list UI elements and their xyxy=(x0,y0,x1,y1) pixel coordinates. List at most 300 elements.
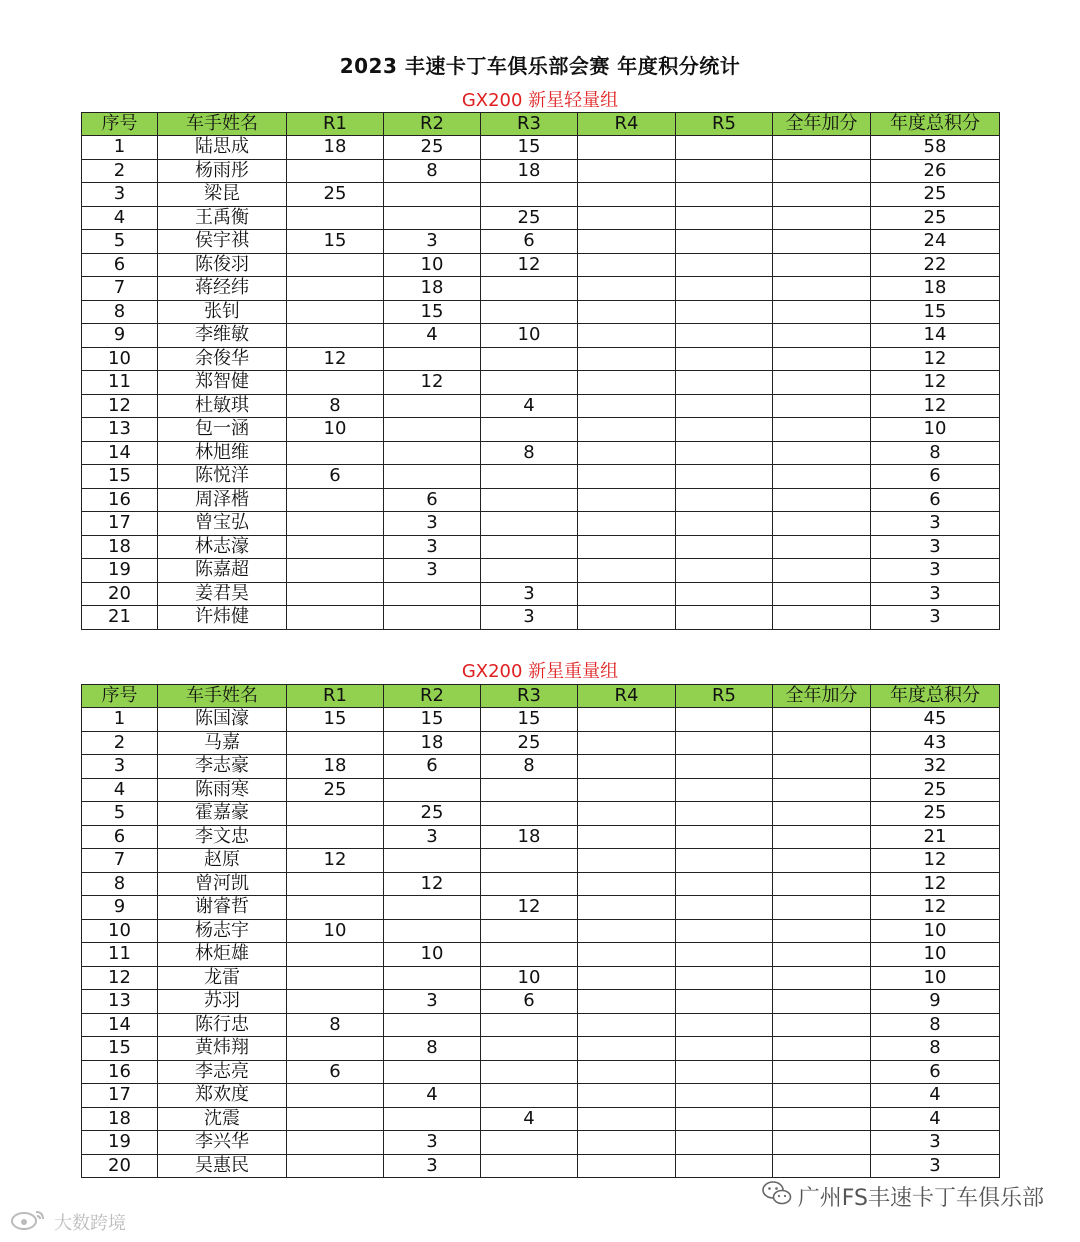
column-header: R1 xyxy=(287,685,384,708)
watermark-left xyxy=(10,1208,126,1235)
table-cell xyxy=(578,755,676,779)
table-cell: 3 xyxy=(384,825,481,849)
table-cell xyxy=(384,347,481,371)
page-title: 2023 丰速卡丁车俱乐部会赛 年度积分统计 xyxy=(339,54,741,78)
table-cell xyxy=(773,1107,871,1131)
table-cell: 6 xyxy=(82,825,158,849)
column-header: R4 xyxy=(578,685,676,708)
table-cell xyxy=(676,465,773,489)
table-cell: 陆思成 xyxy=(158,136,287,160)
table-cell xyxy=(773,966,871,990)
table-cell: 8 xyxy=(287,1013,384,1037)
table-cell xyxy=(481,919,578,943)
table-cell xyxy=(773,1084,871,1108)
table-cell xyxy=(481,277,578,301)
table-cell xyxy=(481,300,578,324)
table-cell xyxy=(773,802,871,826)
table-cell xyxy=(773,708,871,732)
table-row xyxy=(82,277,1000,301)
table-cell xyxy=(578,394,676,418)
table-cell xyxy=(287,582,384,606)
table-cell xyxy=(773,872,871,896)
table-cell: 3 xyxy=(82,183,158,207)
table-cell: 43 xyxy=(871,731,1000,755)
table-cell xyxy=(578,512,676,536)
table-row xyxy=(82,606,1000,630)
table-cell xyxy=(287,159,384,183)
table-cell xyxy=(384,206,481,230)
table-cell: 15 xyxy=(82,1037,158,1061)
table-cell xyxy=(578,802,676,826)
table-cell: 3 xyxy=(871,535,1000,559)
table-cell xyxy=(287,1107,384,1131)
table-cell xyxy=(773,1154,871,1178)
table-cell: 曾河凯 xyxy=(158,872,287,896)
table-cell: 4 xyxy=(82,778,158,802)
table-cell: 8 xyxy=(82,300,158,324)
table-cell xyxy=(578,418,676,442)
table-cell: 25 xyxy=(871,206,1000,230)
table-cell xyxy=(676,849,773,873)
table-row xyxy=(82,872,1000,896)
table-cell xyxy=(676,159,773,183)
table-cell: 12 xyxy=(481,253,578,277)
table-cell xyxy=(773,183,871,207)
table-cell: 李志豪 xyxy=(158,755,287,779)
table-cell xyxy=(578,159,676,183)
table-cell: 杨雨彤 xyxy=(158,159,287,183)
table-cell: 4 xyxy=(82,206,158,230)
table-cell: 32 xyxy=(871,755,1000,779)
column-header: R5 xyxy=(676,685,773,708)
table-cell: 12 xyxy=(871,872,1000,896)
table-cell xyxy=(773,778,871,802)
column-header: 序号 xyxy=(82,113,158,136)
table-cell xyxy=(287,324,384,348)
table-cell: 8 xyxy=(871,1013,1000,1037)
table-row xyxy=(82,159,1000,183)
table-cell: 6 xyxy=(384,755,481,779)
table-cell xyxy=(481,778,578,802)
table-cell: 9 xyxy=(82,324,158,348)
table-row xyxy=(82,465,1000,489)
table-cell xyxy=(773,512,871,536)
column-header: R3 xyxy=(481,685,578,708)
table-cell: 包一涵 xyxy=(158,418,287,442)
table-cell: 25 xyxy=(384,802,481,826)
table-cell: 8 xyxy=(871,441,1000,465)
table-cell xyxy=(773,535,871,559)
table-cell: 4 xyxy=(481,1107,578,1131)
table-cell: 25 xyxy=(871,778,1000,802)
watermark-right xyxy=(762,1180,1044,1212)
table-cell xyxy=(773,300,871,324)
table-cell xyxy=(481,802,578,826)
table-cell: 7 xyxy=(82,849,158,873)
watermark-left-text: 大数跨境 xyxy=(54,1212,126,1234)
table-cell: 周泽楷 xyxy=(158,488,287,512)
table-cell: 3 xyxy=(384,230,481,254)
table-cell: 陈俊羽 xyxy=(158,253,287,277)
group-title-light: GX200 新星轻量组 xyxy=(461,90,619,111)
table-cell: 12 xyxy=(871,394,1000,418)
table-cell: 26 xyxy=(871,159,1000,183)
table-row xyxy=(82,535,1000,559)
table-cell xyxy=(578,990,676,1014)
table-cell xyxy=(773,418,871,442)
table-cell xyxy=(384,896,481,920)
table-row xyxy=(82,347,1000,371)
table-cell xyxy=(578,441,676,465)
table-cell xyxy=(676,183,773,207)
table-cell xyxy=(481,347,578,371)
table-cell: 25 xyxy=(287,183,384,207)
table-cell xyxy=(287,206,384,230)
table-cell: 10 xyxy=(287,919,384,943)
table-cell xyxy=(676,136,773,160)
table-cell: 郑智健 xyxy=(158,371,287,395)
table-cell: 10 xyxy=(82,919,158,943)
table-cell xyxy=(384,1107,481,1131)
table-header-row xyxy=(82,113,1000,136)
column-header: R2 xyxy=(384,685,481,708)
table-cell: 21 xyxy=(871,825,1000,849)
table-cell xyxy=(287,872,384,896)
table-cell: 曾宝弘 xyxy=(158,512,287,536)
table-cell: 黄炜翔 xyxy=(158,1037,287,1061)
table-cell: 1 xyxy=(82,708,158,732)
table-cell: 12 xyxy=(871,371,1000,395)
table-cell xyxy=(676,488,773,512)
table-cell xyxy=(481,872,578,896)
table-cell xyxy=(578,300,676,324)
table-cell xyxy=(773,488,871,512)
column-header: R1 xyxy=(287,113,384,136)
table-cell: 15 xyxy=(384,300,481,324)
table-row xyxy=(82,559,1000,583)
table-cell: 13 xyxy=(82,418,158,442)
table-cell xyxy=(384,418,481,442)
table-cell: 3 xyxy=(481,606,578,630)
table-cell xyxy=(578,230,676,254)
table-cell xyxy=(773,849,871,873)
table-cell: 李兴华 xyxy=(158,1131,287,1155)
table-cell xyxy=(578,1154,676,1178)
table-cell xyxy=(773,731,871,755)
watermark-right-text: 广州FS丰速卡丁车俱乐部 xyxy=(797,1185,1044,1211)
table-cell: 14 xyxy=(82,441,158,465)
table-cell xyxy=(384,849,481,873)
table-cell xyxy=(384,394,481,418)
table-cell xyxy=(773,896,871,920)
table-cell xyxy=(676,300,773,324)
table-cell xyxy=(578,1060,676,1084)
table-cell: 21 xyxy=(82,606,158,630)
table-cell: 18 xyxy=(481,159,578,183)
table-cell xyxy=(578,559,676,583)
table-row xyxy=(82,1107,1000,1131)
table-cell: 10 xyxy=(384,253,481,277)
table-cell xyxy=(578,872,676,896)
table-cell xyxy=(481,418,578,442)
table-cell xyxy=(676,755,773,779)
table-cell xyxy=(773,253,871,277)
table-cell xyxy=(773,1060,871,1084)
table-row xyxy=(82,849,1000,873)
table-cell: 8 xyxy=(871,1037,1000,1061)
table-cell: 11 xyxy=(82,943,158,967)
table-cell: 12 xyxy=(384,371,481,395)
table-cell: 14 xyxy=(82,1013,158,1037)
table-cell: 25 xyxy=(384,136,481,160)
column-header: 车手姓名 xyxy=(158,685,287,708)
table-cell xyxy=(676,1037,773,1061)
table-row xyxy=(82,966,1000,990)
table-cell: 25 xyxy=(871,183,1000,207)
table-cell: 9 xyxy=(82,896,158,920)
table-cell: 18 xyxy=(481,825,578,849)
column-header: 序号 xyxy=(82,685,158,708)
table-cell xyxy=(676,394,773,418)
table-cell xyxy=(676,802,773,826)
table-cell xyxy=(578,1037,676,1061)
table-row xyxy=(82,512,1000,536)
table-cell: 林志濠 xyxy=(158,535,287,559)
table-cell xyxy=(676,1084,773,1108)
table-cell xyxy=(578,896,676,920)
table-cell xyxy=(676,535,773,559)
table-cell xyxy=(676,347,773,371)
table-cell xyxy=(287,1037,384,1061)
table-cell xyxy=(676,896,773,920)
table-cell xyxy=(773,825,871,849)
table-cell xyxy=(676,230,773,254)
table-cell: 25 xyxy=(871,802,1000,826)
table-cell: 5 xyxy=(82,230,158,254)
table-cell: 余俊华 xyxy=(158,347,287,371)
column-header: 车手姓名 xyxy=(158,113,287,136)
table-cell: 林旭维 xyxy=(158,441,287,465)
table-cell xyxy=(481,371,578,395)
column-header: R2 xyxy=(384,113,481,136)
table-cell: 14 xyxy=(871,324,1000,348)
table-cell xyxy=(676,731,773,755)
table-cell: 15 xyxy=(871,300,1000,324)
table-cell xyxy=(578,849,676,873)
table-cell xyxy=(287,371,384,395)
table-cell xyxy=(578,347,676,371)
table-cell: 3 xyxy=(481,582,578,606)
table-row xyxy=(82,1131,1000,1155)
table-cell: 15 xyxy=(287,708,384,732)
table-row xyxy=(82,990,1000,1014)
table-row xyxy=(82,324,1000,348)
table-row xyxy=(82,1084,1000,1108)
table-cell xyxy=(287,277,384,301)
table-cell: 侯宇祺 xyxy=(158,230,287,254)
table-cell: 6 xyxy=(871,1060,1000,1084)
table-cell xyxy=(578,206,676,230)
table-cell xyxy=(773,465,871,489)
table-cell xyxy=(773,582,871,606)
table-cell: 陈悦洋 xyxy=(158,465,287,489)
table-cell xyxy=(676,872,773,896)
table-cell xyxy=(773,943,871,967)
table-cell xyxy=(578,253,676,277)
table-body xyxy=(82,708,1000,1178)
table-cell: 张钊 xyxy=(158,300,287,324)
table-cell xyxy=(676,1131,773,1155)
table-cell: 16 xyxy=(82,1060,158,1084)
table-cell: 16 xyxy=(82,488,158,512)
table-cell: 谢睿哲 xyxy=(158,896,287,920)
table-cell: 18 xyxy=(287,755,384,779)
table-cell xyxy=(676,512,773,536)
table-cell xyxy=(287,825,384,849)
table-cell: 林炬雄 xyxy=(158,943,287,967)
table-cell: 陈雨寒 xyxy=(158,778,287,802)
table-cell: 17 xyxy=(82,1084,158,1108)
column-header: R3 xyxy=(481,113,578,136)
table-row xyxy=(82,731,1000,755)
table-cell: 2 xyxy=(82,731,158,755)
table-cell: 15 xyxy=(82,465,158,489)
table-row xyxy=(82,183,1000,207)
table-cell: 6 xyxy=(82,253,158,277)
table-cell xyxy=(676,708,773,732)
table-row xyxy=(82,1013,1000,1037)
table-cell: 赵原 xyxy=(158,849,287,873)
table-cell xyxy=(578,136,676,160)
table-cell xyxy=(287,1131,384,1155)
table-cell xyxy=(676,324,773,348)
table-cell: 15 xyxy=(384,708,481,732)
table-cell: 13 xyxy=(82,990,158,1014)
table-cell xyxy=(384,465,481,489)
column-header: 年度总积分 xyxy=(871,685,1000,708)
table-cell: 8 xyxy=(82,872,158,896)
table-cell: 郑欢度 xyxy=(158,1084,287,1108)
table-cell xyxy=(578,919,676,943)
table-cell xyxy=(676,943,773,967)
table-cell xyxy=(384,582,481,606)
table-cell xyxy=(481,849,578,873)
table-cell xyxy=(578,825,676,849)
table-cell xyxy=(676,778,773,802)
table-cell: 12 xyxy=(871,347,1000,371)
table-row xyxy=(82,371,1000,395)
table-cell: 8 xyxy=(287,394,384,418)
table-cell: 苏羽 xyxy=(158,990,287,1014)
table-cell xyxy=(287,512,384,536)
table-row xyxy=(82,441,1000,465)
table-cell: 7 xyxy=(82,277,158,301)
table-cell xyxy=(578,1131,676,1155)
table-cell: 4 xyxy=(384,324,481,348)
table-cell xyxy=(676,990,773,1014)
table-cell xyxy=(578,731,676,755)
table-cell xyxy=(676,606,773,630)
table-cell: 12 xyxy=(82,966,158,990)
table-cell: 25 xyxy=(481,731,578,755)
table-cell: 3 xyxy=(384,1154,481,1178)
weibo-icon xyxy=(10,1208,50,1235)
table-cell: 梁昆 xyxy=(158,183,287,207)
table-cell xyxy=(578,582,676,606)
table-cell: 18 xyxy=(287,136,384,160)
table-cell xyxy=(481,1013,578,1037)
table-cell: 霍嘉豪 xyxy=(158,802,287,826)
table-cell: 3 xyxy=(384,990,481,1014)
table-cell: 3 xyxy=(871,606,1000,630)
table-cell xyxy=(481,488,578,512)
table-cell: 2 xyxy=(82,159,158,183)
table-cell: 3 xyxy=(871,1154,1000,1178)
table-cell: 6 xyxy=(481,230,578,254)
table-cell: 10 xyxy=(481,324,578,348)
table-cell: 11 xyxy=(82,371,158,395)
table-cell: 马嘉 xyxy=(158,731,287,755)
table-cell xyxy=(578,966,676,990)
table-cell xyxy=(773,919,871,943)
table-cell xyxy=(578,488,676,512)
table-cell: 20 xyxy=(82,1154,158,1178)
table-cell: 3 xyxy=(384,535,481,559)
table-cell: 10 xyxy=(871,418,1000,442)
column-header: 全年加分 xyxy=(773,685,871,708)
table-cell xyxy=(578,371,676,395)
table-cell xyxy=(287,253,384,277)
table-cell xyxy=(481,535,578,559)
table-cell: 许炜健 xyxy=(158,606,287,630)
table-cell: 15 xyxy=(287,230,384,254)
table-cell xyxy=(773,347,871,371)
table-cell xyxy=(287,731,384,755)
table-cell xyxy=(676,1013,773,1037)
table-cell xyxy=(578,943,676,967)
table-cell: 沈震 xyxy=(158,1107,287,1131)
table-cell xyxy=(676,559,773,583)
table-cell: 6 xyxy=(287,1060,384,1084)
table-cell: 李文忠 xyxy=(158,825,287,849)
table-cell: 19 xyxy=(82,1131,158,1155)
table-cell xyxy=(481,183,578,207)
table-cell: 24 xyxy=(871,230,1000,254)
table-cell: 李维敏 xyxy=(158,324,287,348)
table-row xyxy=(82,802,1000,826)
table-cell xyxy=(578,465,676,489)
table-row xyxy=(82,230,1000,254)
table-cell: 10 xyxy=(871,943,1000,967)
table-cell: 3 xyxy=(871,1131,1000,1155)
table-row xyxy=(82,943,1000,967)
table-cell xyxy=(287,300,384,324)
table-cell xyxy=(773,990,871,1014)
table-cell: 姜君昊 xyxy=(158,582,287,606)
table-cell xyxy=(481,1154,578,1178)
table-cell xyxy=(773,1037,871,1061)
table-cell xyxy=(287,1084,384,1108)
table-cell xyxy=(676,919,773,943)
table-cell xyxy=(773,394,871,418)
table-cell: 8 xyxy=(481,441,578,465)
table-cell: 12 xyxy=(871,849,1000,873)
table-cell xyxy=(773,324,871,348)
table-cell xyxy=(676,825,773,849)
table-cell: 4 xyxy=(481,394,578,418)
table-row xyxy=(82,582,1000,606)
group-title-heavy: GX200 新星重量组 xyxy=(461,661,619,682)
